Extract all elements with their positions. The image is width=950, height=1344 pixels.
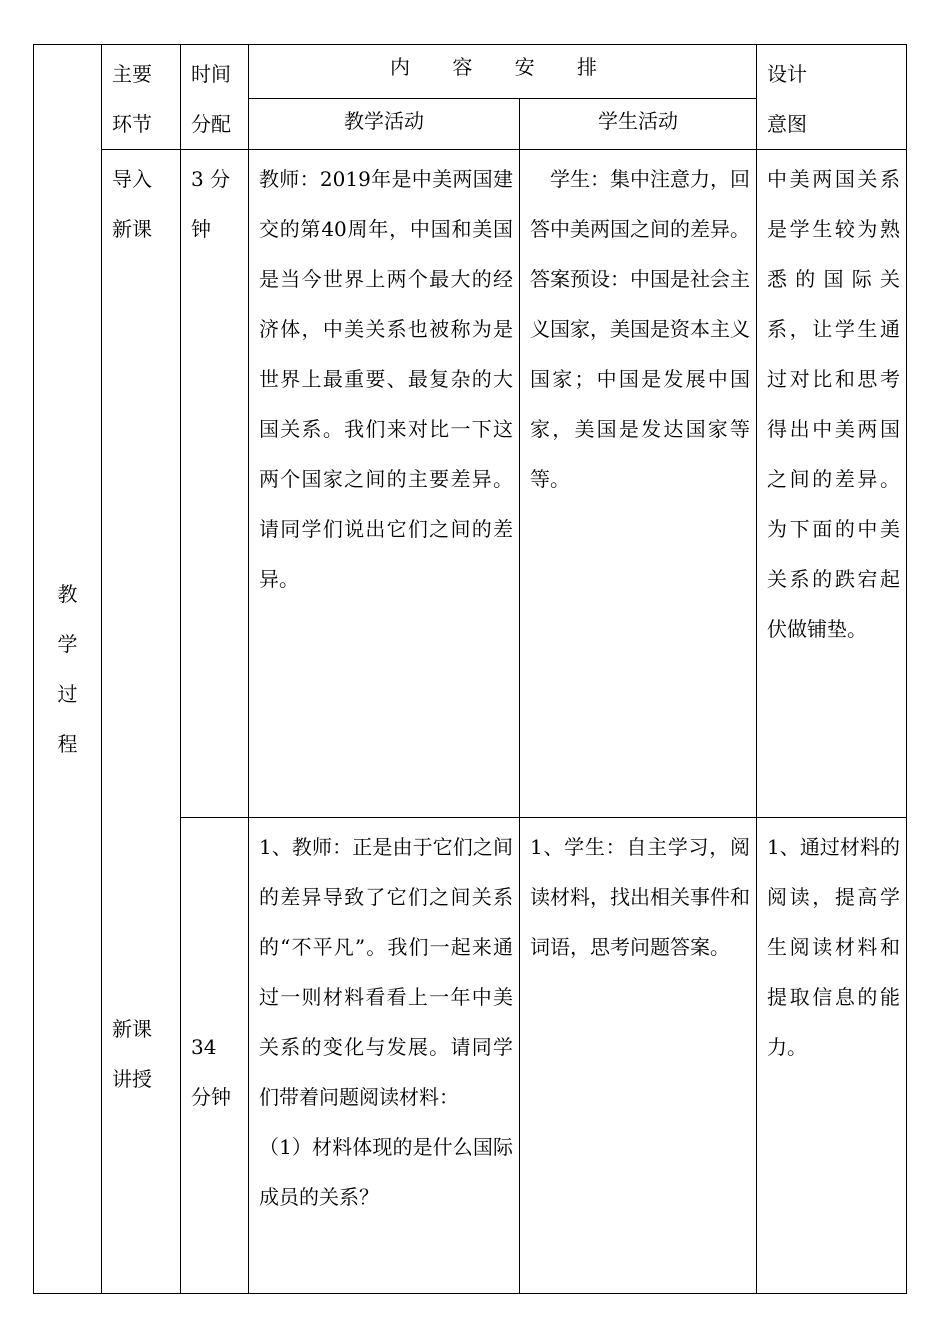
student-activity-cell (520, 818, 757, 1294)
header-design (757, 45, 907, 150)
student-activity-cell (520, 150, 757, 818)
stage-intro: 导入 新课 (112, 167, 152, 241)
header-main-stage-text: 主要 环节 (112, 62, 152, 136)
design-new-lesson: 1、通过材料的阅读，提高学生阅读材料和提取信息的能力。 (767, 835, 901, 1059)
header-student-activity (520, 98, 757, 149)
side-label (34, 569, 101, 769)
student-activity-intro: 学生：集中注意力，回答中美两国之间的差异。答案预设：中国是社会主义国家，美国是资本主义国家；中国是发展中国家，美国是发达国家等等。 (530, 167, 751, 491)
side-label-char: 教 (57, 582, 78, 606)
teacher-activity-new-lesson: 1、教师：正是由于它们之间的差异导致了它们之间关系的“不平凡”。我们一起来通过一则材料看看上一年中美关系的变化与发展。请同学们带着问题阅读材料： （1）材料体现的是什么国际成员的关系？ (259, 835, 513, 1209)
student-activity-new-lesson: 1、学生：自主学习，阅读材料，找出相关事件和词语，思考问题答案。 (530, 835, 751, 959)
side-label-char: 程 (57, 732, 78, 756)
header-teacher-activity-text: 教学活动 (344, 108, 424, 133)
time-cell (181, 818, 249, 1294)
side-label-cell (34, 45, 102, 1294)
header-main-stage (102, 45, 181, 150)
header-design-text: 设计 意图 (767, 62, 808, 136)
header-teacher-activity (249, 98, 520, 149)
header-time-text: 时间 分配 (191, 62, 231, 136)
table-row (34, 150, 907, 818)
side-label-char: 学 (57, 632, 78, 656)
header-content (249, 45, 757, 99)
stage-cell (102, 150, 181, 1294)
time-intro: 3 分 钟 (191, 167, 231, 241)
design-intro: 中美两国关系是学生较为熟悉的国际关系，让学生通过对比和思考得出中美两国之间的差异。为下面的中美关系的跌宕起伏做铺垫。 (767, 167, 901, 641)
teacher-activity-cell (249, 818, 520, 1294)
stage-new-lesson: 新课 讲授 (112, 1017, 152, 1091)
side-label-char: 过 (57, 682, 78, 706)
header-student-activity-text: 学生活动 (598, 108, 678, 133)
time-cell (181, 150, 249, 818)
lesson-plan-table (33, 44, 907, 1294)
teacher-activity-intro: 教师：2019年是中美两国建交的第40周年，中国和美国是当今世界上两个最大的经济体，中美关系也被称为是世界上最重要、最复杂的大国关系。我们来对比一下这两个国家之间的主要差异。请同学们说出它们之间的差异。 (259, 167, 513, 591)
header-content-text: 内 容 安 排 (389, 55, 616, 79)
design-cell (757, 150, 907, 818)
design-cell (757, 818, 907, 1294)
time-new-lesson: 34 分钟 (191, 1035, 231, 1109)
teacher-activity-cell (249, 150, 520, 818)
header-time (181, 45, 249, 150)
